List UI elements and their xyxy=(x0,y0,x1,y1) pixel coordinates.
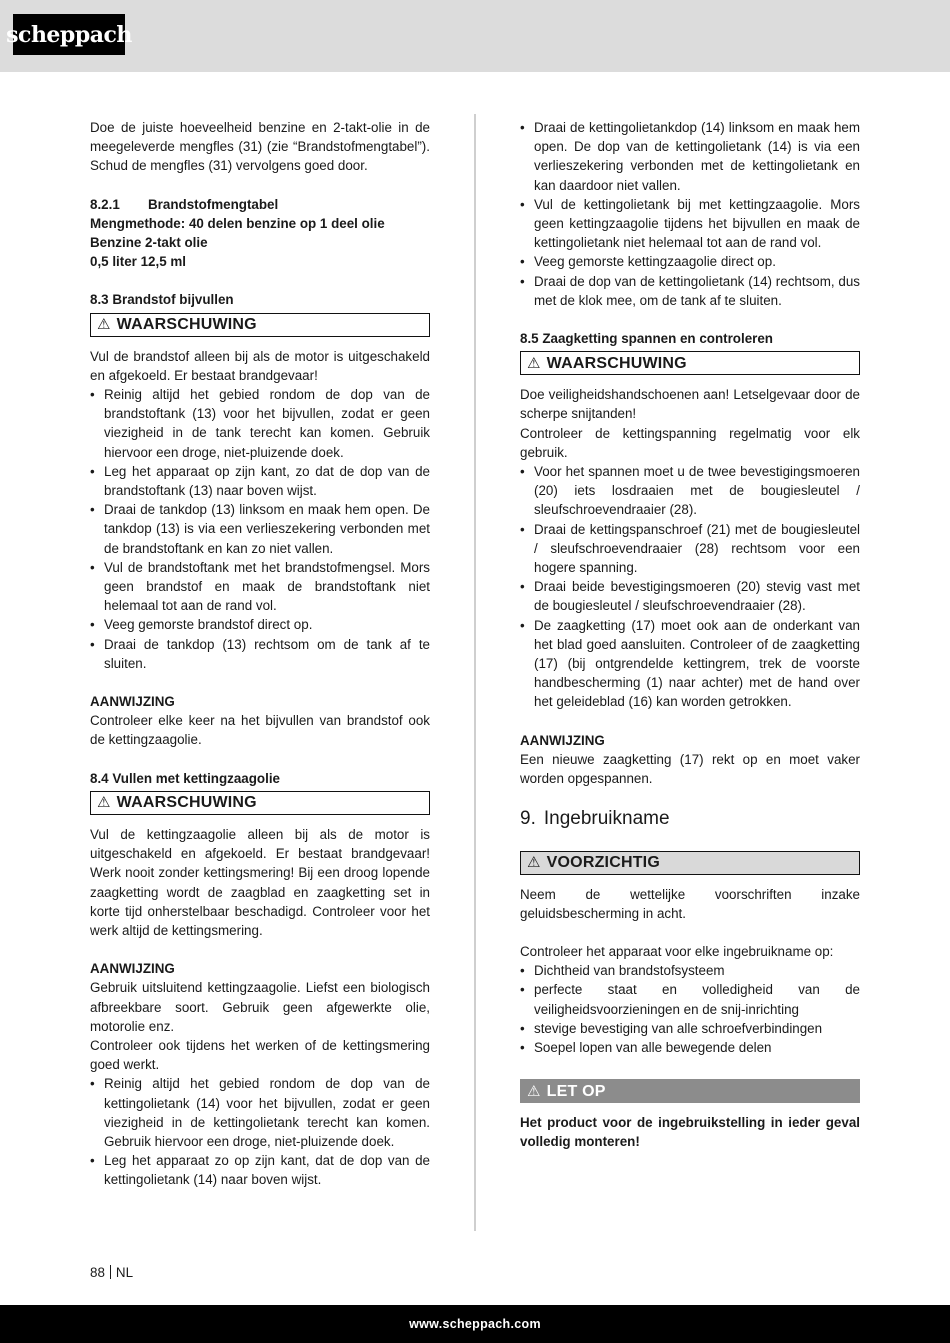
section-8-3-heading: 8.3 Brandstof bijvullen xyxy=(90,292,234,308)
column-divider xyxy=(474,114,476,1231)
note-title: AANWIJZING xyxy=(90,961,175,977)
note-text: Controleer elke keer na het bijvullen van brandstof ook de kettingzaagolie. xyxy=(90,713,430,748)
list-item: • Draai de tankdop (13) linksom en maak hem open. De tankdop (13) is via een verlieszekering verbonden met de brandstoftank en kan zo niet vallen. xyxy=(90,500,430,558)
section-9-text: Neem de wettelijke voorschriften inzake geluidsbescherming in acht. xyxy=(520,886,860,921)
note-text: Gebruik uitsluitend kettingzaagolie. Liefst een biologisch afbreekbare soort. Gebruik geen afgewerkte olie, motorolie enz. xyxy=(90,980,430,1034)
section-8-5-text: Controleer de kettingspanning regelmatig voor elk gebruik. xyxy=(520,425,860,460)
list-item: • Leg het apparaat op zijn kant, zo dat de dop van de brandstoftank (13) naar boven wijst. xyxy=(90,462,430,500)
warning-box: ⚠ WAARSCHUWING xyxy=(90,313,430,337)
attention-box: ⚠ LET OP xyxy=(520,1079,860,1103)
list-item: • Draai de dop van de kettingolietank (14) rechtsom, dus met de klok mee, om de tank af te sluiten. xyxy=(520,272,860,310)
warning-triangle-icon: ⚠ xyxy=(527,853,541,871)
header-bar xyxy=(0,0,950,72)
intro-text: Doe de juiste hoeveelheid benzine en 2-takt-olie in de meegeleverde mengfles (31) (zie “Brandstofmengtabel”). Schud de mengfles (31) vervolgens goed door. xyxy=(90,120,430,174)
list-item: • Veeg gemorste brandstof direct op. xyxy=(90,615,430,634)
warning-triangle-icon: ⚠ xyxy=(97,316,111,334)
section-8-4-text: Vul de kettingzaagolie alleen bij als de motor is uitgeschakeld en afgekoeld. Er bestaat brandgevaar! Werk nooit zonder kettingsmering! Bij een droog lopende zaagketting wordt de zaagblad en zaagketting set in korte tijd onherstelbaar beschadigd. Controleer voor het werk altijd de kettingsmering. xyxy=(90,826,430,938)
section-9-heading: 9. Ingebruikname xyxy=(520,808,670,830)
list-item: • Leg het apparaat zo op zijn kant, dat de dop van de kettingolietank (14) naar boven wijst. xyxy=(90,1151,430,1189)
section-8-5-text: Doe veiligheidshandschoenen aan! Letselgevaar door de scherpe snijtanden! xyxy=(520,387,860,422)
list-item: • Voor het spannen moet u de twee bevestigingsmoeren (20) iets losdraaien met de bougiesleutel / sleufschroevendraaier (28). xyxy=(520,462,860,520)
right-column xyxy=(520,118,860,1152)
list-item: • Soepel lopen van alle bewegende delen xyxy=(520,1038,860,1057)
section-8-5-heading: 8.5 Zaagketting spannen en controleren xyxy=(520,331,773,347)
mix-fuel-label: Benzine 2-takt olie xyxy=(90,235,208,251)
mix-method: Mengmethode: 40 delen benzine op 1 deel olie xyxy=(90,215,385,231)
website-link[interactable]: www.scheppach.com xyxy=(409,1317,541,1331)
list-item: • Vul de brandstoftank met het brandstofmengsel. Mors geen brandstof en maak de brandstoftank niet helemaal tot aan de rand vol. xyxy=(90,558,430,616)
list-item: • Draai beide bevestigingsmoeren (20) stevig vast met de bougiesleutel / sleufschroevendraaier (28). xyxy=(520,577,860,615)
scheppach-logo: scheppach xyxy=(13,14,125,55)
section-8-5-list xyxy=(520,462,860,712)
footer-bar xyxy=(0,1305,950,1343)
section-9-list xyxy=(520,961,860,1057)
list-item: • stevige bevestiging van alle schroefverbindingen xyxy=(520,1019,860,1038)
list-item: • Veeg gemorste kettingzaagolie direct op. xyxy=(520,252,860,271)
page-number: 88 NL xyxy=(90,1265,134,1280)
mix-amount: 0,5 liter 12,5 ml xyxy=(90,254,187,270)
list-item: • Vul de kettingolietank bij met kettingzaagolie. Mors geen kettingzaagolie tijdens het bijvullen en maak de kettingolietank niet helemaal tot aan de rand vol. xyxy=(520,195,860,253)
left-column xyxy=(90,118,430,1190)
section-8-4-heading: 8.4 Vullen met kettingzaagolie xyxy=(90,770,280,786)
section-9-text: Controleer het apparaat voor elke ingebruikname op: xyxy=(520,943,834,959)
list-item: • De zaagketting (17) moet ook aan de onderkant van het blad goed aansluiten. Controleer of de zaagketting (17) (bij ontgrendelde kettingrem, trek de voorste handbescherming (1) naar achter) met de hand over het geleideblad (16) kan worden getrokken. xyxy=(520,616,860,712)
warning-box: ⚠ WAARSCHUWING xyxy=(90,791,430,815)
list-item: • Draai de kettingolietankdop (14) linksom en maak hem open. De dop van de kettingolietank (14) is via een verlieszekering verbonden met de kettingolietank en kan daardoor niet vallen. xyxy=(520,118,860,195)
attention-text: Het product voor de ingebruikstelling in ieder geval volledig monteren! xyxy=(520,1115,860,1150)
list-item: • Dichtheid van brandstofsysteem xyxy=(520,961,860,980)
note-title: AANWIJZING xyxy=(520,732,605,748)
list-item: • Reinig altijd het gebied rondom de dop van de brandstoftank (13) voor het bijvullen, zodat er geen viezigheid in de tank terecht kan komen. Gebruik hiervoor een droge, niet-pluizende doek. xyxy=(90,385,430,462)
list-item: • Draai de tankdop (13) rechtsom om de tank af te sluiten. xyxy=(90,635,430,673)
list-item: • Reinig altijd het gebied rondom de dop van de kettingolietank (14) voor het bijvullen, zodat er geen viezigheid in de kettingolietank terecht kan komen. Gebruik hiervoor een droge, niet-pluizende doek. xyxy=(90,1074,430,1151)
section-8-4-list-continued xyxy=(520,118,860,310)
section-8-3-text: Vul de brandstof alleen bij als de motor is uitgeschakeld en afgekoeld. Er bestaat brandgevaar! xyxy=(90,348,430,383)
note-text: Controleer ook tijdens het werken of de kettingsmering goed werkt. xyxy=(90,1037,430,1073)
section-8-3-list xyxy=(90,385,430,673)
list-item: • perfecte staat en volledigheid van de veiligheidsvoorzieningen en de snij-inrichting xyxy=(520,980,860,1018)
warning-triangle-icon: ⚠ xyxy=(97,794,111,812)
note-title: AANWIJZING xyxy=(90,694,175,710)
warning-box: ⚠ WAARSCHUWING xyxy=(520,351,860,375)
caution-box: ⚠ VOORZICHTIG xyxy=(520,851,860,875)
list-item: • Draai de kettingspanschroef (21) met de bougiesleutel / sleufschroevendraaier (28) rechtsom voor een hogere spanning. xyxy=(520,520,860,578)
warning-triangle-icon: ⚠ xyxy=(527,1082,541,1100)
section-8-2-1-heading: 8.2.1 Brandstofmengtabel xyxy=(90,196,279,212)
section-8-4-list xyxy=(90,1074,430,1189)
note-text: Een nieuwe zaagketting (17) rekt op en moet vaker worden opgespannen. xyxy=(520,751,860,787)
warning-triangle-icon: ⚠ xyxy=(527,354,541,372)
